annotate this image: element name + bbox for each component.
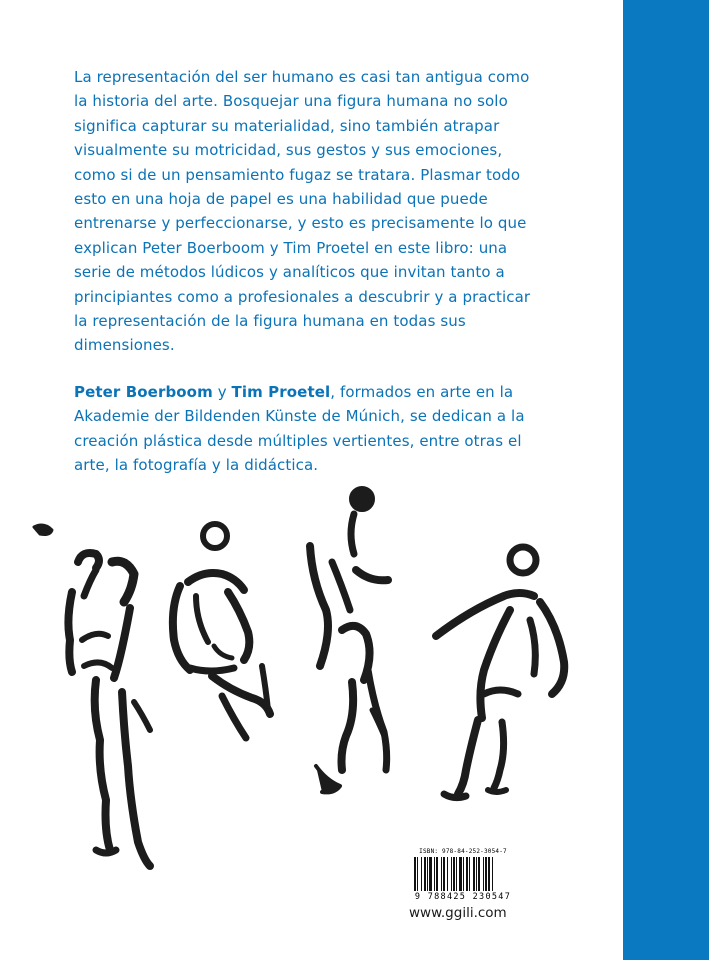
author-bio: , formados en arte en la Akademie der Bildenden Künste de Múnich, se dedican a la creación plástica desde múltiples vertientes, entre otras el arte, la fotografía y la didáctica. xyxy=(74,382,525,475)
barcode-bar xyxy=(417,857,418,891)
barcode-bar xyxy=(459,857,462,891)
figure-3 xyxy=(310,488,388,792)
barcode-bar xyxy=(478,857,480,891)
barcode-bar xyxy=(441,857,442,891)
isbn-label: ISBN: 978-84-252-3054-7 xyxy=(419,848,507,855)
barcode-bar xyxy=(429,857,432,891)
barcode-bar xyxy=(488,857,490,891)
barcode-bar xyxy=(473,857,475,891)
barcode xyxy=(406,848,520,906)
barcode-bar xyxy=(451,857,452,891)
author-connector: y xyxy=(212,382,232,401)
barcode-bar xyxy=(421,857,422,891)
barcode-bar xyxy=(427,857,428,891)
figure-1 xyxy=(34,525,150,866)
blue-spine-strip xyxy=(623,0,709,960)
barcode-bar xyxy=(466,857,468,891)
author-name: Tim Proetel xyxy=(231,382,331,401)
ink-figures-illustration xyxy=(0,470,620,870)
barcode-bar xyxy=(463,857,464,891)
figure-2 xyxy=(173,524,270,738)
barcode-bars xyxy=(414,857,512,891)
barcode-bar xyxy=(483,857,484,891)
barcode-bar xyxy=(453,857,455,891)
barcode-bar xyxy=(424,857,426,891)
barcode-bar xyxy=(443,857,445,891)
author-paragraph xyxy=(74,380,544,478)
barcode-bar xyxy=(492,857,493,891)
barcode-bar xyxy=(476,857,477,891)
author-name: Peter Boerboom xyxy=(74,382,213,401)
figure-4 xyxy=(436,547,564,798)
barcode-bar xyxy=(447,857,448,891)
barcode-bar xyxy=(414,857,416,891)
barcode-digits: 9 788425 230547 xyxy=(414,892,512,902)
blurb-paragraph: La representación del ser humano es casi tan antigua como la historia del arte. Bosquejar una figura humana no solo significa capturar su materialidad, sino también atrapar visualmente su motricidad, sus gestos y sus emociones, como si de un pensamiento fugaz se tratara. Plasmar todo esto en una hoja de papel es una habilidad que puede entrenarse y perfeccionarse, y esto es precisamente lo que explican Peter Boerboom y Tim Proetel en este libro: una serie de métodos lúdicos y analíticos que invitan tanto a principiantes como a profesionales a descubrir y a practicar la representación de la figura humana en todas sus dimensiones. xyxy=(74,68,531,355)
back-cover-blurb xyxy=(74,65,544,478)
barcode-bar xyxy=(434,857,435,891)
barcode-bar xyxy=(469,857,470,891)
barcode-bar xyxy=(485,857,487,891)
barcode-bar xyxy=(436,857,438,891)
publisher-website: www.ggili.com xyxy=(409,905,507,921)
barcode-bar xyxy=(456,857,457,891)
